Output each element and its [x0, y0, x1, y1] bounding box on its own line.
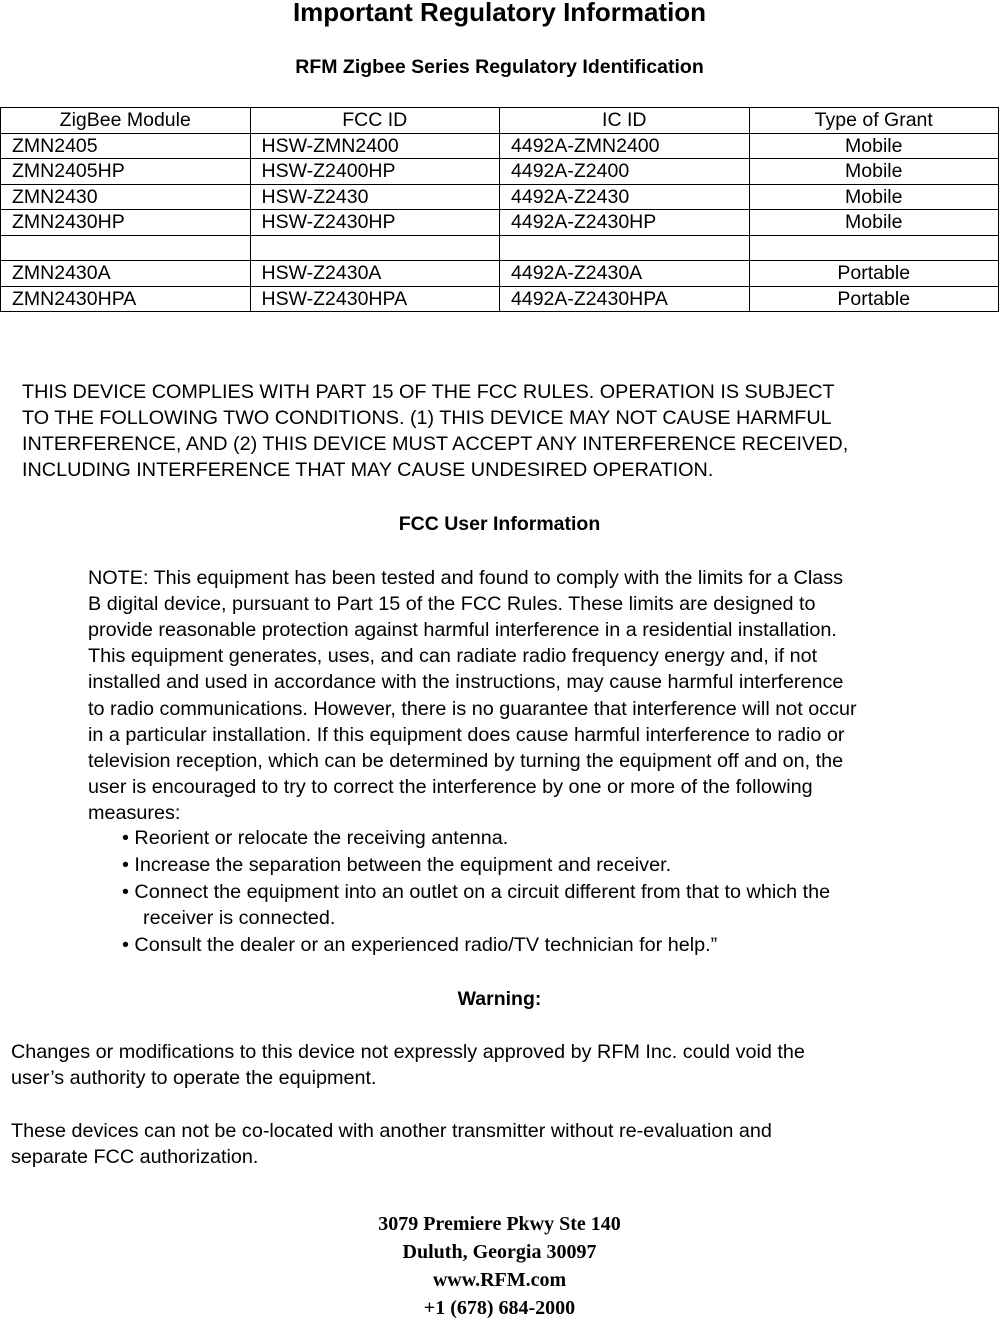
table-cell: Portable: [749, 286, 999, 312]
table-cell: 4492A-Z2430: [500, 184, 750, 210]
table-cell: [500, 235, 750, 261]
measure-bullet: • Reorient or relocate the receiving antenna.: [122, 827, 509, 849]
table-row: [1, 286, 999, 312]
table-cell: 4492A-Z2400: [500, 159, 750, 185]
table-cell: HSW-Z2430HP: [250, 210, 500, 236]
fcc-note-line: measures:: [88, 801, 181, 824]
fcc-note-line: user is encouraged to try to correct the interference by one or more of the following: [88, 775, 813, 798]
footer-address-line: 3079 Premiere Pkwy Ste 140: [378, 1213, 621, 1235]
measure-bullet: • Consult the dealer or an experienced radio/TV technician for help.”: [122, 934, 718, 957]
fcc-note-line: to radio communications. However, there is no guarantee that interference will not occur: [88, 697, 857, 720]
footer-address-line: Duluth, Georgia 30097: [402, 1241, 597, 1263]
fcc-user-info-heading: FCC User Information: [398, 513, 601, 535]
measure-bullet: • Increase the separation between the equipment and receiver.: [122, 853, 672, 876]
warning-text-line: Changes or modifications to this device not expressly approved by RFM Inc. could void the: [11, 1041, 805, 1063]
footer-address-line: www.RFM.com: [432, 1269, 567, 1291]
page-title: Important Regulatory Information: [292, 0, 707, 27]
table-row: [1, 159, 999, 185]
table-row: [1, 133, 999, 159]
table-cell: HSW-Z2430HPA: [250, 286, 500, 312]
table-cell: HSW-Z2430: [250, 184, 500, 210]
table-cell: ZMN2430: [1, 184, 251, 210]
colocation-text-line: separate FCC authorization.: [11, 1146, 259, 1168]
table-cell: [250, 235, 500, 261]
table-cell: HSW-ZMN2400: [250, 133, 500, 159]
fcc-note-line: installed and used in accordance with the instructions, may cause harmful interference: [88, 671, 844, 694]
warning-heading: Warning:: [457, 988, 542, 1010]
regulatory-table: [0, 107, 999, 312]
warning-text-line: user’s authority to operate the equipment.: [11, 1067, 377, 1089]
table-cell: Mobile: [749, 184, 999, 210]
table-cell: Mobile: [749, 159, 999, 185]
fcc-note-line: television reception, which can be determined by turning the equipment off and on, the: [88, 749, 844, 772]
table-cell: 4492A-Z2430HPA: [500, 286, 750, 312]
table-row: [1, 261, 999, 287]
column-header: IC ID: [500, 108, 750, 134]
fcc-note-line: This equipment generates, uses, and can radiate radio frequency energy and, if not: [88, 645, 818, 668]
colocation-text-line: These devices can not be co-located with another transmitter without re-evaluation and: [11, 1120, 772, 1142]
column-header: Type of Grant: [749, 108, 999, 134]
compliance-statement-line: INTERFERENCE, AND (2) THIS DEVICE MUST ACCEPT ANY INTERFERENCE RECEIVED,: [22, 433, 849, 455]
compliance-statement-line: INCLUDING INTERFERENCE THAT MAY CAUSE UNDESIRED OPERATION.: [22, 459, 714, 481]
table-cell: HSW-Z2430A: [250, 261, 500, 287]
table-cell: HSW-Z2400HP: [250, 159, 500, 185]
table-cell: 4492A-ZMN2400: [500, 133, 750, 159]
fcc-note-line: NOTE: This equipment has been tested and found to comply with the limits for a Class: [88, 567, 843, 589]
compliance-statement-line: TO THE FOLLOWING TWO CONDITIONS. (1) THIS DEVICE MAY NOT CAUSE HARMFUL: [22, 407, 832, 429]
table-cell: ZMN2430HP: [1, 210, 251, 236]
table-cell: ZMN2430HPA: [1, 286, 251, 312]
fcc-note-line: provide reasonable protection against harmful interference in a residential installation.: [88, 619, 837, 642]
table-cell: [749, 235, 999, 261]
compliance-statement-line: THIS DEVICE COMPLIES WITH PART 15 OF THE FCC RULES. OPERATION IS SUBJECT: [22, 381, 835, 403]
table-cell: Portable: [749, 261, 999, 287]
table-cell: 4492A-Z2430HP: [500, 210, 750, 236]
footer-address-line: +1 (678) 684-2000: [423, 1297, 576, 1319]
table-cell: Mobile: [749, 133, 999, 159]
column-header: FCC ID: [250, 108, 500, 134]
table-cell: [1, 235, 251, 261]
table-row: [1, 235, 999, 261]
fcc-note-line: in a particular installation. If this equipment does cause harmful interference to radio or: [88, 723, 845, 746]
table-row: [1, 184, 999, 210]
table-row: [1, 210, 999, 236]
measure-bullet: • Connect the equipment into an outlet on a circuit different from that to which the: [122, 880, 831, 903]
table-header-row: [1, 108, 999, 134]
table-cell: ZMN2430A: [1, 261, 251, 287]
measure-bullet: receiver is connected.: [143, 907, 336, 930]
table-cell: ZMN2405HP: [1, 159, 251, 185]
table-cell: 4492A-Z2430A: [500, 261, 750, 287]
fcc-note-line: B digital device, pursuant to Part 15 of the FCC Rules. These limits are designed to: [88, 593, 816, 616]
column-header: ZigBee Module: [1, 108, 251, 134]
table-cell: Mobile: [749, 210, 999, 236]
table-title: RFM Zigbee Series Regulatory Identification: [295, 56, 704, 78]
table-cell: ZMN2405: [1, 133, 251, 159]
